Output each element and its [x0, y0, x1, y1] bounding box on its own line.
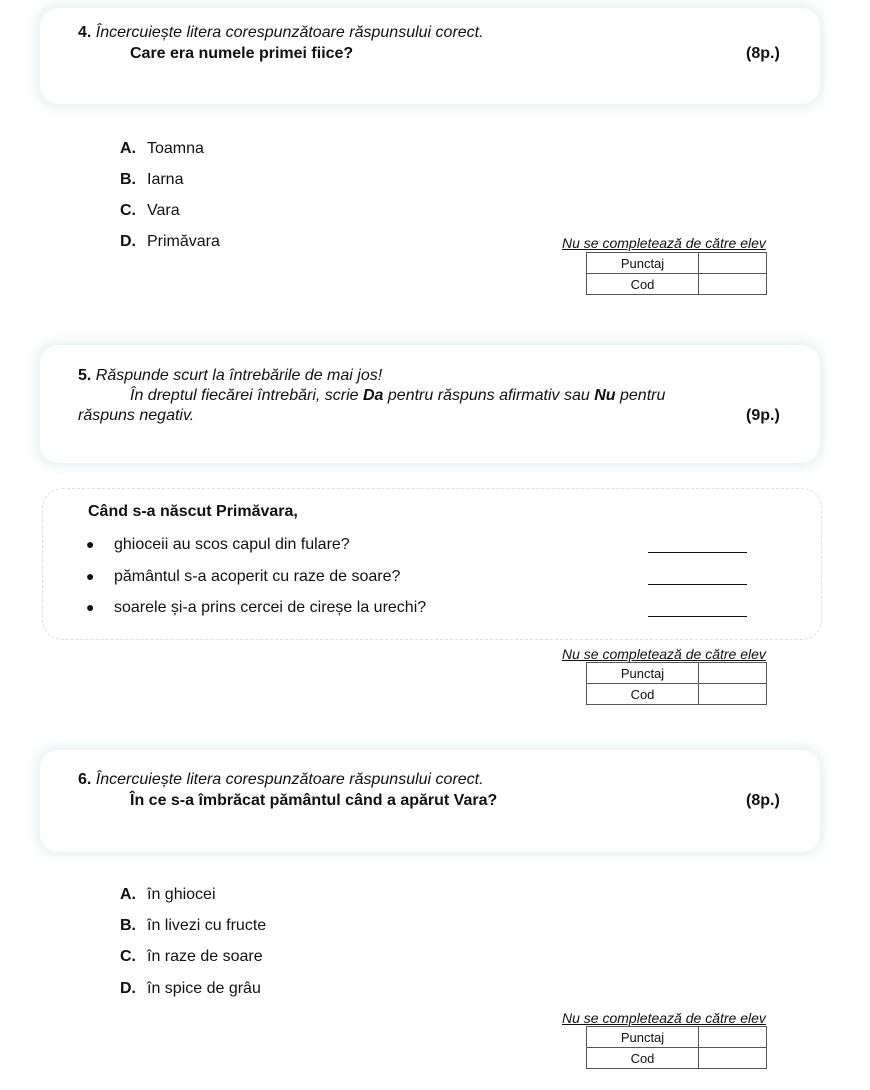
score-value-punctaj	[699, 1027, 767, 1048]
q5-answer-blank-1[interactable]	[648, 552, 747, 553]
q5-instruction-line	[78, 367, 382, 385]
q6-teacher-note: Nu se completează de către elev	[562, 1010, 766, 1026]
q4-instruction: Încercuiește litera corespunzătoare răspunsului corect.	[95, 24, 484, 41]
q4-points: (8p.)	[746, 45, 780, 62]
q4-instruction-line	[78, 24, 484, 42]
score-value-punctaj	[699, 663, 767, 684]
q4-option-d[interactable]: D. Primăvara	[120, 233, 220, 250]
q5-heading: Când s-a născut Primăvara,	[88, 503, 298, 520]
q6-question: În ce s-a îmbrăcat pământul când a apărut Vara?	[130, 792, 498, 809]
bullet-icon: ●	[86, 536, 95, 552]
q4-teacher-note: Nu se completează de către elev	[562, 235, 766, 251]
score-value-cod	[699, 684, 767, 705]
score-label-cod: Cod	[587, 274, 699, 295]
q5-answer-blank-3[interactable]	[648, 616, 747, 617]
q5-teacher-note: Nu se completează de către elev	[562, 646, 766, 662]
q6-option-a[interactable]: A. în ghiocei	[120, 886, 216, 903]
q6-score-table	[586, 1026, 767, 1069]
q5-score-table	[586, 662, 767, 705]
q5-da: Da	[363, 387, 384, 404]
q5-line2: În dreptul fiecărei întrebări, scrie Da pentru răspuns afirmativ sau Nu pentru	[130, 387, 666, 404]
score-label-punctaj: Punctaj	[587, 1027, 699, 1048]
q5-item-3: ● soarele și-a prins cercei de cireșe la urechi?	[86, 599, 427, 616]
q4-number: 4.	[78, 24, 92, 41]
q5-nu: Nu	[594, 387, 616, 404]
score-value-cod	[699, 274, 767, 295]
q5-line3: răspuns negativ.	[78, 407, 195, 424]
q6-option-b[interactable]: B. în livezi cu fructe	[120, 917, 267, 934]
q4-option-b[interactable]: B. Iarna	[120, 171, 184, 188]
score-label-cod: Cod	[587, 1048, 699, 1069]
q5-instruction: Răspunde scurt la întrebările de mai jos!	[95, 367, 383, 384]
q4-option-a[interactable]: A. Toamna	[120, 140, 204, 157]
q5-points: (9p.)	[746, 407, 780, 424]
q5-item-2: ● pământul s-a acoperit cu raze de soare?	[86, 568, 401, 585]
score-value-punctaj	[699, 253, 767, 274]
q6-instruction-line	[78, 771, 484, 789]
q6-instruction: Încercuiește litera corespunzătoare răspunsului corect.	[95, 771, 484, 788]
bullet-icon: ●	[86, 568, 95, 584]
score-value-cod	[699, 1048, 767, 1069]
score-label-punctaj: Punctaj	[587, 663, 699, 684]
q4-score-table	[586, 252, 767, 295]
q4-option-c[interactable]: C. Vara	[120, 202, 180, 219]
q6-option-d[interactable]: D. în spice de grâu	[120, 980, 261, 997]
q6-option-c[interactable]: C. în raze de soare	[120, 948, 263, 965]
q4-question: Care era numele primei fiice?	[130, 45, 354, 62]
score-label-punctaj: Punctaj	[587, 253, 699, 274]
score-label-cod: Cod	[587, 684, 699, 705]
q6-number: 6.	[78, 771, 92, 788]
q5-item-1: ● ghioceii au scos capul din fulare?	[86, 536, 350, 553]
q5-number: 5.	[78, 367, 92, 384]
q6-points: (8p.)	[746, 792, 780, 809]
q5-answer-blank-2[interactable]	[648, 584, 747, 585]
bullet-icon: ●	[86, 599, 95, 615]
